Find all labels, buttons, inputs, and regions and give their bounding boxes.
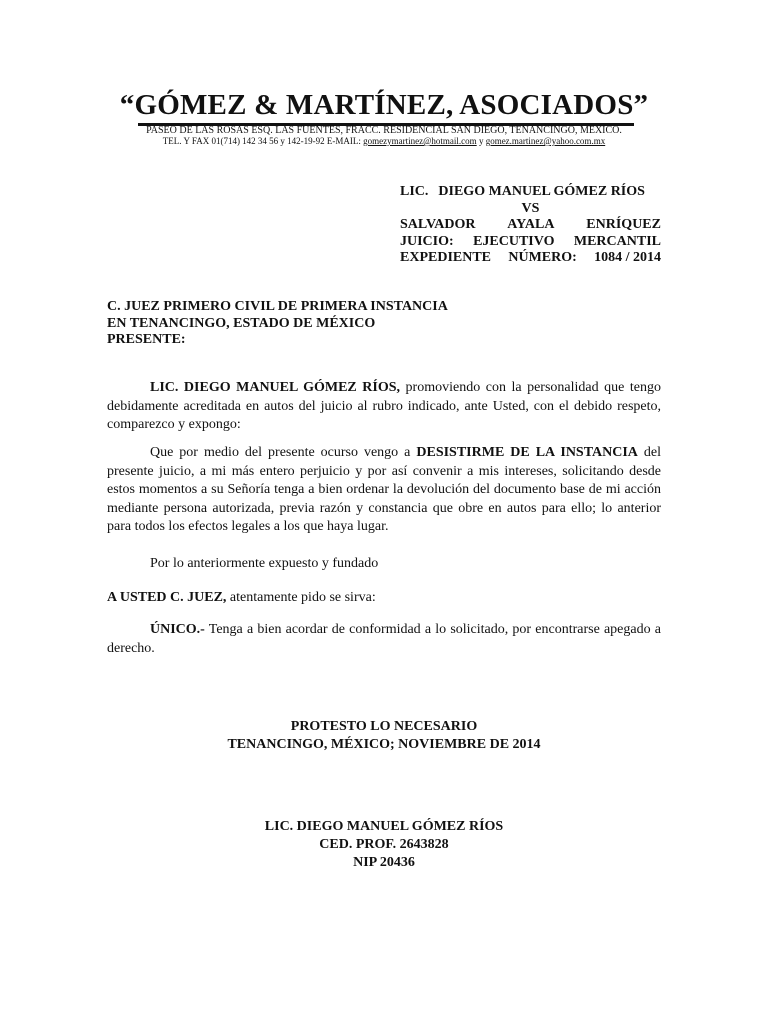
versus-label: VS bbox=[521, 200, 540, 216]
case-file-number bbox=[400, 250, 661, 267]
body-paragraph-basis: Por lo anteriormente expuesto y fundado bbox=[150, 556, 379, 571]
body-paragraph-request bbox=[107, 444, 661, 537]
signature-block bbox=[0, 818, 768, 872]
case-trial-type bbox=[400, 234, 661, 251]
closing-block bbox=[0, 718, 768, 754]
request-emphasis: DESISTIRME DE LA INSTANCIA bbox=[416, 445, 638, 460]
body-paragraph-intro bbox=[107, 379, 661, 435]
petition-text: atentamente pido se sirva: bbox=[226, 590, 376, 605]
file-word: 1084 / 2014 bbox=[594, 250, 661, 265]
addressee-line: C. JUEZ PRIMERO CIVIL DE PRIMERA INSTANCIA bbox=[107, 299, 448, 314]
case-versus bbox=[400, 201, 661, 218]
contact-phone: TEL. Y FAX 01(714) 142 34 56 y 142-19-92 E-MAIL: bbox=[162, 136, 364, 146]
addressee-block bbox=[107, 299, 448, 349]
closing-protest: PROTESTO LO NECESARIO bbox=[290, 719, 478, 734]
addressee-line: PRESENTE: bbox=[107, 332, 186, 347]
file-word: NÚMERO: bbox=[508, 250, 577, 265]
request-text-a: Que por medio del presente ocurso vengo a bbox=[150, 445, 417, 460]
signer-license: CED. PROF. 2643828 bbox=[319, 837, 449, 852]
case-caption bbox=[400, 184, 661, 267]
sole-point-text: Tenga a bien acordar de conformidad a lo solicitado, por encontrarse apegado a derecho. bbox=[107, 622, 661, 656]
firm-contact bbox=[0, 136, 768, 146]
intro-text: promoviendo con la personalidad que tengo debidamente acreditada en autos del juicio al rubro indicado, ante Usted, con el debido respeto, comparezco y expongo: bbox=[107, 380, 661, 432]
body-paragraph-petition bbox=[107, 589, 661, 608]
trial-word: EJECUTIVO bbox=[473, 233, 555, 249]
petition-addressee: A USTED C. JUEZ, bbox=[107, 590, 227, 605]
trial-word: JUICIO: bbox=[400, 233, 454, 249]
case-defendant bbox=[400, 217, 661, 234]
plaintiff-name: DIEGO MANUEL GÓMEZ RÍOS bbox=[438, 184, 645, 199]
contact-joiner: y bbox=[476, 136, 486, 146]
request-text-b: del presente juicio, a mi más entero perjuicio y por así convenir a mis intereses, solicitando desde estos momentos a su Señoría tenga a bien ordenar la devolución del documento base de mi acción mediante persona autorizada, previa razón y constancia que obre en autos para ello; lo anterior para todos los efectos legales a los que haya lugar. bbox=[107, 445, 661, 534]
signer-name: LIC. DIEGO MANUEL GÓMEZ RÍOS bbox=[264, 819, 504, 834]
petitioner-name: LIC. DIEGO MANUEL GÓMEZ RÍOS, bbox=[150, 380, 401, 395]
case-plaintiff bbox=[400, 184, 661, 201]
defendant-word: SALVADOR bbox=[400, 217, 476, 232]
firm-address: PASEO DE LAS ROSAS ESQ. LAS FUENTES, FRACC. RESIDENCIAL SAN DIEGO, TENANCINGO, MÉXICO. bbox=[146, 125, 622, 136]
defendant-word: AYALA bbox=[507, 217, 555, 232]
trial-word: MERCANTIL bbox=[573, 233, 661, 249]
defendant-word: ENRÍQUEZ bbox=[586, 217, 661, 232]
plaintiff-title: LIC. bbox=[400, 184, 429, 199]
firm-name: “GÓMEZ & MARTÍNEZ, ASOCIADOS” bbox=[119, 89, 649, 121]
body-paragraph-sole-point bbox=[107, 621, 661, 658]
closing-place-date: TENANCINGO, MÉXICO; NOVIEMBRE DE 2014 bbox=[227, 737, 541, 752]
email-yahoo: gomez.martinez@yahoo.com.mx bbox=[485, 136, 606, 146]
addressee-line: EN TENANCINGO, ESTADO DE MÉXICO bbox=[107, 315, 376, 331]
email-hotmail: gomezymartinez@hotmail.com bbox=[363, 136, 477, 146]
signer-nip: NIP 20436 bbox=[353, 855, 415, 870]
sole-point-label: ÚNICO.- bbox=[150, 622, 205, 637]
file-word: EXPEDIENTE bbox=[400, 250, 492, 265]
